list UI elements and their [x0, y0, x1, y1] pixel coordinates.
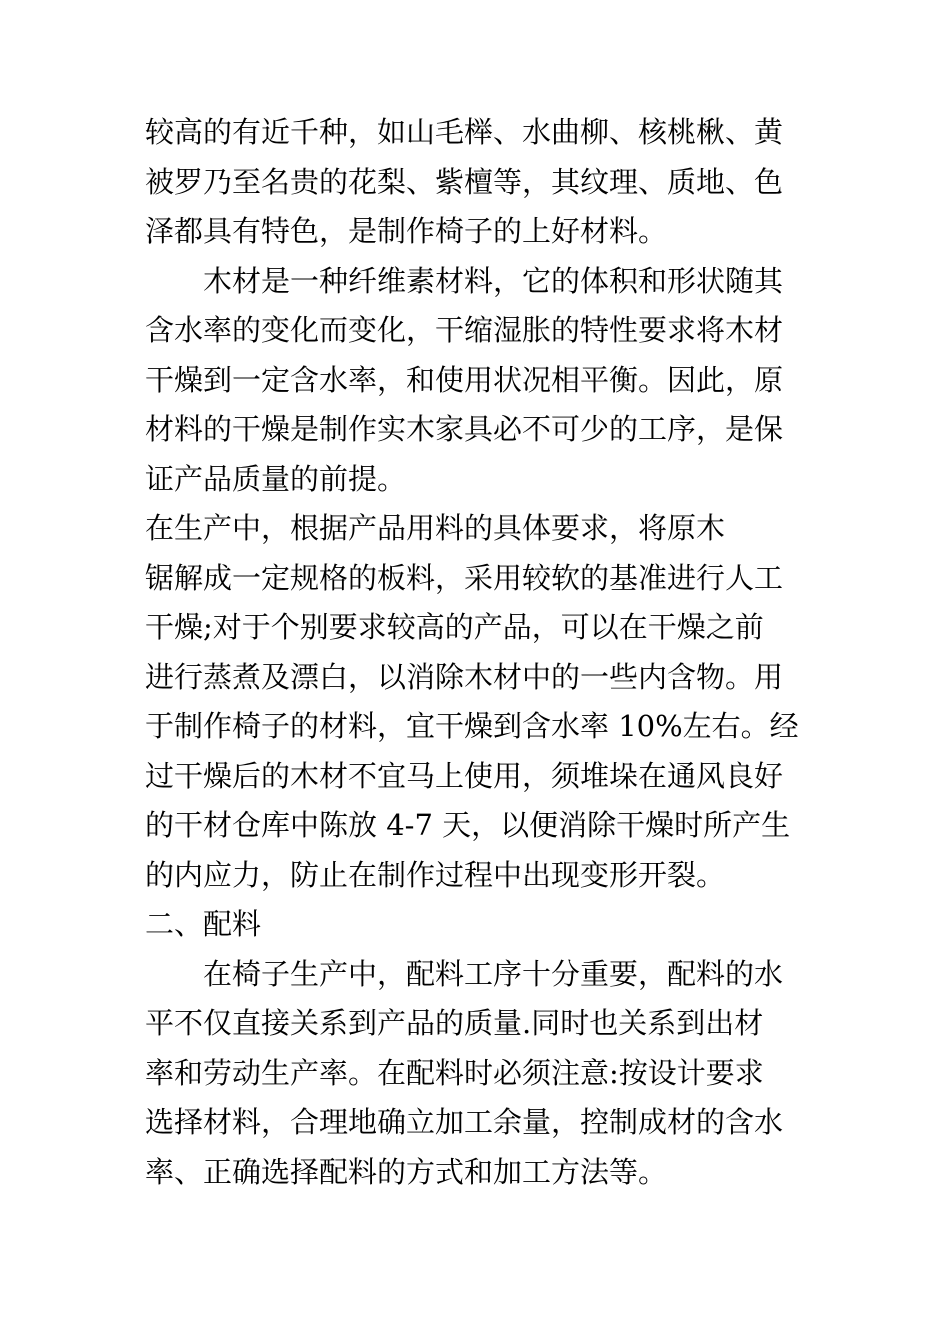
paragraph-start-line: 在生产中，根据产品用料的具体要求，将原木 — [145, 511, 726, 545]
text-line: 证产品质量的前提。 — [145, 461, 407, 496]
paragraph-start-line: 木材是一种纤维素材料，它的体积和形状随其 — [203, 263, 784, 298]
text-line: 于制作椅子的材料，宜干燥到含水率 10%左右。经 — [145, 709, 799, 743]
text-line: 平不仅直接关系到产品的质量.同时也关系到出材 — [145, 1006, 764, 1040]
text-line: 选择材料，合理地确立加工余量，控制成材的含水 — [145, 1105, 784, 1139]
text-line: 干燥到一定含水率，和使用状况相平衡。因此，原 — [145, 362, 784, 397]
paragraph-start-line: 在椅子生产中，配料工序十分重要，配料的水 — [203, 956, 784, 991]
text-line: 含水率的变化而变化，干缩湿胀的特性要求将木材 — [145, 313, 784, 347]
text-line: 进行蒸煮及漂白，以消除木材中的一些内含物。用 — [145, 659, 784, 694]
text-line: 被罗乃至名贵的花梨、紫檀等，其纹理、质地、色 — [145, 164, 784, 199]
text-line: 率、正确选择配料的方式和加工方法等。 — [145, 1154, 668, 1189]
text-line: 较高的有近千种，如山毛榉、水曲柳、核桃楸、黄 — [145, 115, 784, 149]
section-heading: 二、配料 — [145, 907, 262, 941]
text-line: 的内应力，防止在制作过程中出现变形开裂。 — [145, 857, 726, 892]
text-line: 泽都具有特色，是制作椅子的上好材料。 — [145, 214, 668, 248]
text-line: 率和劳动生产率。在配料时必须注意:按设计要求 — [145, 1055, 764, 1090]
body-text — [145, 108, 799, 1197]
text-line: 干燥;对于个别要求较高的产品，可以在干燥之前 — [145, 610, 764, 644]
text-line: 的干材仓库中陈放 4-7 天，以便消除干燥时所产生 — [145, 808, 791, 842]
text-line: 材料的干燥是制作实木家具必不可少的工序，是保 — [145, 412, 784, 446]
text-line: 过干燥后的木材不宜马上使用，须堆垛在通风良好 — [145, 758, 784, 793]
text-line: 锯解成一定规格的板料，采用较软的基准进行人工 — [145, 560, 784, 595]
